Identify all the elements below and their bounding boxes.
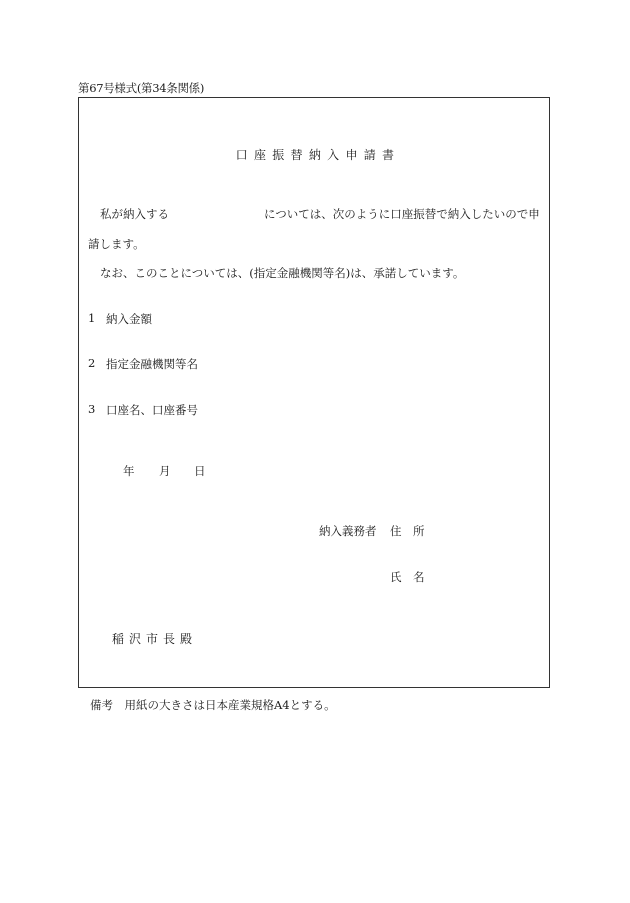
obligor-heading: 納入義務者 xyxy=(319,524,377,538)
body-para1-suffix: については、次のように口座振替で納入したいので申 xyxy=(264,207,540,221)
document-title: 口座振替納入申請書 xyxy=(235,148,401,162)
item-1-number: 1 xyxy=(88,311,96,325)
obligor-address-label: 住 所 xyxy=(390,524,425,538)
body-para2: なお、このことについては、(指定金融機関等名)は、承諾しています。 xyxy=(100,266,465,280)
date-month-label: 月 xyxy=(159,464,171,478)
remark-note: 備考 用紙の大きさは日本産業規格A4とする。 xyxy=(90,698,336,712)
item-2-label: 指定金融機関等名 xyxy=(106,357,198,371)
item-1-label: 納入金額 xyxy=(106,312,152,326)
body-para1-continuation: 請します。 xyxy=(88,237,145,251)
obligor-name-label: 氏 名 xyxy=(390,570,425,584)
form-frame xyxy=(78,97,550,688)
form-number: 第67号様式(第34条関係) xyxy=(78,81,205,95)
body-para1-prefix: 私が納入する xyxy=(100,207,169,221)
item-3-label: 口座名、口座番号 xyxy=(106,403,198,417)
item-3-number: 3 xyxy=(88,402,96,416)
date-year-label: 年 xyxy=(123,464,135,478)
item-2-number: 2 xyxy=(88,356,96,370)
date-day-label: 日 xyxy=(194,464,206,478)
addressee-mayor: 稲沢市長殿 xyxy=(112,632,198,646)
